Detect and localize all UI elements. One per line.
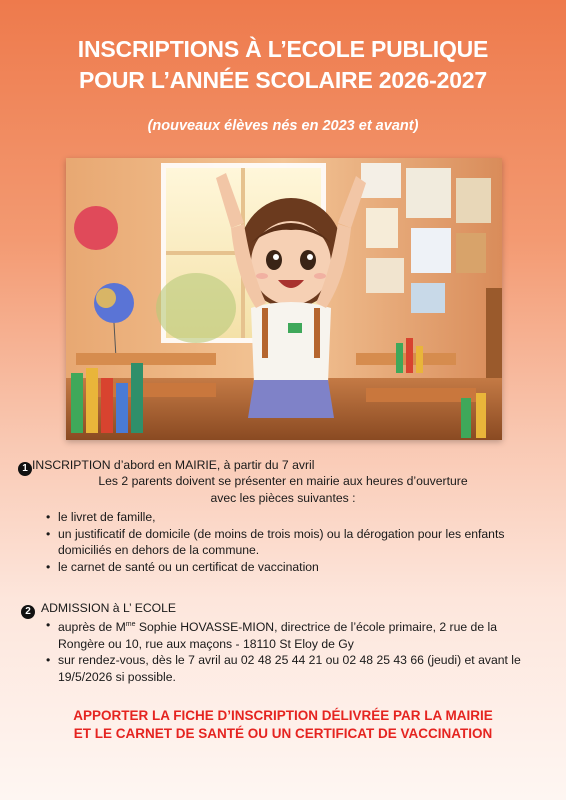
warning-line-1: APPORTER LA FICHE D’INSCRIPTION DÉLIVRÉE PAR LA MAIRIE	[73, 708, 493, 723]
title-line-2: POUR L’ANNÉE SCOLAIRE 2026-2027	[79, 67, 487, 93]
page-title	[0, 34, 566, 96]
section1-document-list	[46, 509, 546, 575]
section1-intro-line1: Les 2 parents doivent se présenter en mairie aux heures d’ouverture	[98, 474, 468, 488]
list-item: • le carnet de santé ou un certificat de vaccination	[46, 559, 546, 576]
page-subtitle: (nouveaux élèves nés en 2023 et avant)	[147, 118, 419, 134]
warning-notice	[0, 707, 566, 743]
list-item: • un justificatif de domicile (de moins de trois mois) ou la dérogation pour les enfants domiciliés en dehors de la commune.	[46, 526, 546, 559]
section1-heading: INSCRIPTION d’abord en MAIRIE, à partir du 7 avril	[32, 458, 315, 472]
title-superscript: me	[125, 621, 136, 628]
section1-intro-line2: avec les pièces suivantes :	[210, 491, 356, 505]
list-item: • sur rendez-vous, dès le 7 avril au 02 48 25 44 21 ou 02 48 25 43 66 (jeudi) et avant le 19/5/2026 si possible.	[46, 652, 542, 685]
section2-list	[46, 617, 542, 685]
directrice-prefix: auprès de M	[58, 620, 126, 635]
list-item: • le livret de famille,	[46, 509, 546, 526]
warning-line-2: ET LE CARNET DE SANTÉ OU UN CERTIFICAT DE VACCINATION	[73, 726, 493, 741]
section2-heading: ADMISSION à L’ ECOLE	[41, 601, 177, 615]
number-two-icon: 2	[21, 605, 35, 619]
list-item	[46, 617, 542, 652]
number-one-icon: 1	[18, 462, 32, 476]
directrice-address: Sophie HOVASSE-MION, directrice de l’école primaire, 2 rue de la Rongère ou 10, rue aux maçons - 18110 St Eloy de Gy	[58, 620, 497, 651]
title-line-1: INSCRIPTIONS À L’ECOLE PUBLIQUE	[77, 36, 489, 62]
classroom-illustration	[66, 158, 502, 440]
